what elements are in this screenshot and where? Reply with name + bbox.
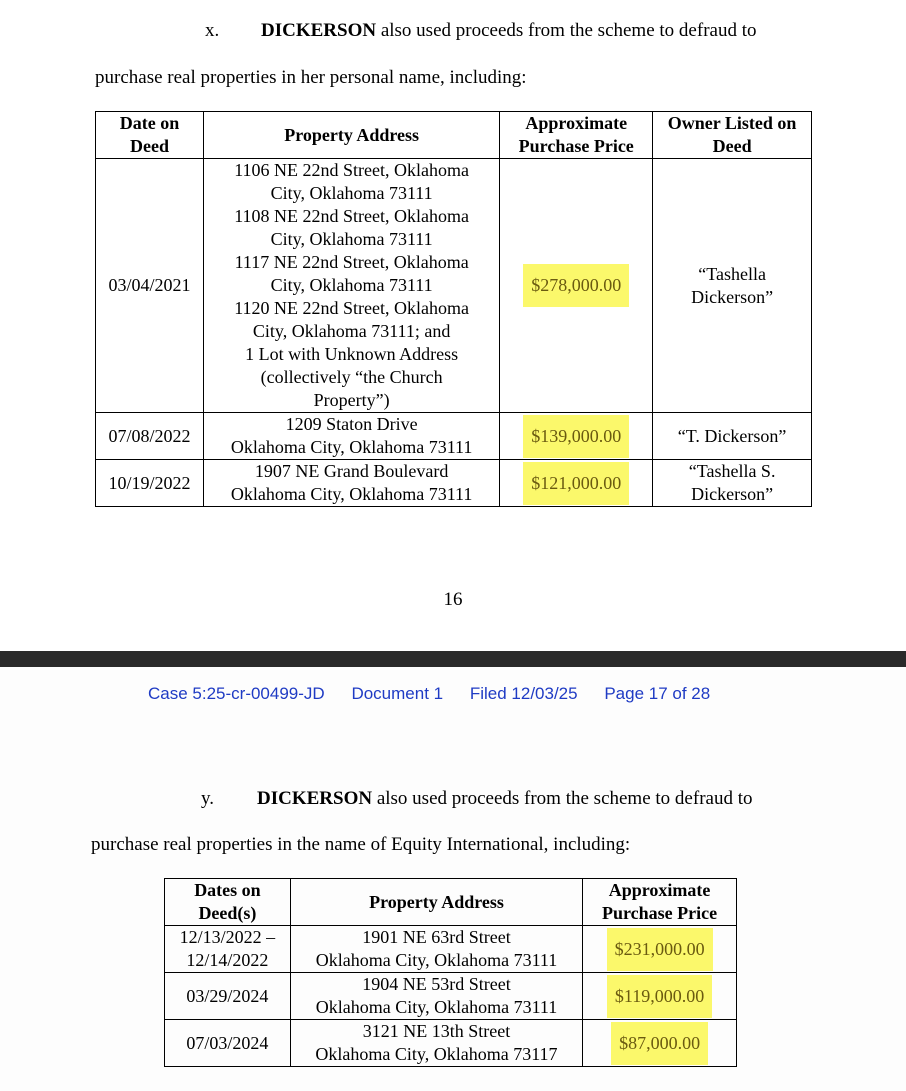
table-row <box>165 973 737 1020</box>
header-property-address: Property Address <box>290 879 582 926</box>
address-line: 1 Lot with Unknown Address <box>245 344 459 364</box>
deed-dates <box>165 926 291 973</box>
address-line: Oklahoma City, Oklahoma 73111 <box>315 950 558 970</box>
address-line: City, Oklahoma 73111 <box>270 183 433 203</box>
purchase-price-cell <box>583 926 737 973</box>
property-address <box>203 159 499 413</box>
purchase-price-cell <box>500 159 653 413</box>
address-line: 1901 NE 63rd Street <box>362 927 511 947</box>
paragraph-y-line-1 <box>201 788 752 810</box>
purchase-price: $139,000.00 <box>523 415 629 458</box>
defendant-name: DICKERSON <box>257 788 373 809</box>
table-row <box>165 926 737 973</box>
address-line: Oklahoma City, Oklahoma 73111 <box>315 997 558 1017</box>
purchase-price-cell <box>500 460 653 507</box>
defendant-name: DICKERSON <box>261 20 377 41</box>
deed-dates <box>165 973 291 1020</box>
address-line: 3121 NE 13th Street <box>362 1021 511 1041</box>
address-line: 1108 NE 22nd Street, Oklahoma <box>234 206 470 226</box>
property-address <box>290 926 582 973</box>
page-number: 16 <box>443 589 463 610</box>
purchase-price: $121,000.00 <box>523 462 629 505</box>
header-purchase-price: Approximate Purchase Price <box>500 112 653 159</box>
date-line: 07/03/2024 <box>186 1032 269 1053</box>
purchase-price: $278,000.00 <box>523 264 629 307</box>
purchase-price-cell <box>583 973 737 1020</box>
page-separator <box>0 651 906 667</box>
purchase-price-cell <box>500 413 653 460</box>
page-17 <box>0 667 906 1091</box>
address-line: 1120 NE 22nd Street, Oklahoma <box>234 298 470 318</box>
address-line: Oklahoma City, Oklahoma 73117 <box>315 1044 558 1064</box>
deed-date: 03/04/2021 <box>96 159 204 413</box>
header-date-on-deed: Date on Deed <box>96 112 204 159</box>
paragraph-x-line-1 <box>205 20 756 42</box>
deed-owner: “Tashella Dickerson” <box>653 159 812 413</box>
table-row <box>165 1020 737 1067</box>
address-line: (collectively “the Church <box>260 367 443 387</box>
document-number: Document 1 <box>351 684 444 703</box>
address-line: City, Oklahoma 73111 <box>270 275 433 295</box>
paragraph-marker: y. <box>201 788 215 809</box>
purchase-price-cell <box>583 1020 737 1067</box>
property-address <box>290 973 582 1020</box>
deed-owner: “Tashella S. Dickerson” <box>653 460 812 507</box>
paragraph-text: also used proceeds from the scheme to defraud to <box>372 788 753 809</box>
date-line: 12/13/2022 – <box>179 927 276 947</box>
paragraph-x-line-2: purchase real properties in her personal name, including: <box>95 67 527 88</box>
personal-properties-table <box>95 111 812 507</box>
address-line: 1106 NE 22nd Street, Oklahoma <box>234 160 470 180</box>
address-line: 1907 NE Grand Boulevard <box>254 461 449 481</box>
paragraph-text: also used proceeds from the scheme to defraud to <box>376 20 757 41</box>
header-property-address: Property Address <box>203 112 499 159</box>
deed-date: 10/19/2022 <box>96 460 204 507</box>
date-line: 03/29/2024 <box>186 985 269 1006</box>
paragraph-y-line-2: purchase real properties in the name of Equity International, including: <box>91 834 631 855</box>
property-address <box>203 460 499 507</box>
header-dates-on-deeds: Dates on Deed(s) <box>165 879 291 926</box>
filed-date: Filed 12/03/25 <box>469 684 578 703</box>
case-header <box>148 684 732 704</box>
purchase-price: $87,000.00 <box>611 1022 708 1065</box>
deed-owner: “T. Dickerson” <box>653 413 812 460</box>
header-owner-listed: Owner Listed on Deed <box>653 112 812 159</box>
header-purchase-price: Approximate Purchase Price <box>583 879 737 926</box>
address-line: Oklahoma City, Oklahoma 73111 <box>230 484 473 504</box>
page-of: Page 17 of 28 <box>604 684 711 703</box>
table-row <box>96 159 812 413</box>
purchase-price: $231,000.00 <box>607 928 713 971</box>
paragraph-marker: x. <box>205 20 220 41</box>
deed-dates <box>165 1020 291 1067</box>
equity-international-properties-table <box>164 878 737 1067</box>
property-address <box>203 413 499 460</box>
deed-date: 07/08/2022 <box>96 413 204 460</box>
table-row <box>96 460 812 507</box>
address-line: Property”) <box>313 390 390 410</box>
address-line: 1117 NE 22nd Street, Oklahoma <box>234 252 469 272</box>
address-line: Oklahoma City, Oklahoma 73111 <box>230 437 473 457</box>
address-line: 1209 Staton Drive <box>285 414 418 434</box>
case-number: Case 5:25-cr-00499-JD <box>148 684 325 703</box>
address-line: City, Oklahoma 73111; and <box>252 321 451 341</box>
date-line: 12/14/2022 <box>186 950 269 970</box>
address-line: City, Oklahoma 73111 <box>270 229 433 249</box>
address-line: 1904 NE 53rd Street <box>362 974 511 994</box>
property-address <box>290 1020 582 1067</box>
purchase-price: $119,000.00 <box>607 975 712 1018</box>
table-row <box>96 413 812 460</box>
